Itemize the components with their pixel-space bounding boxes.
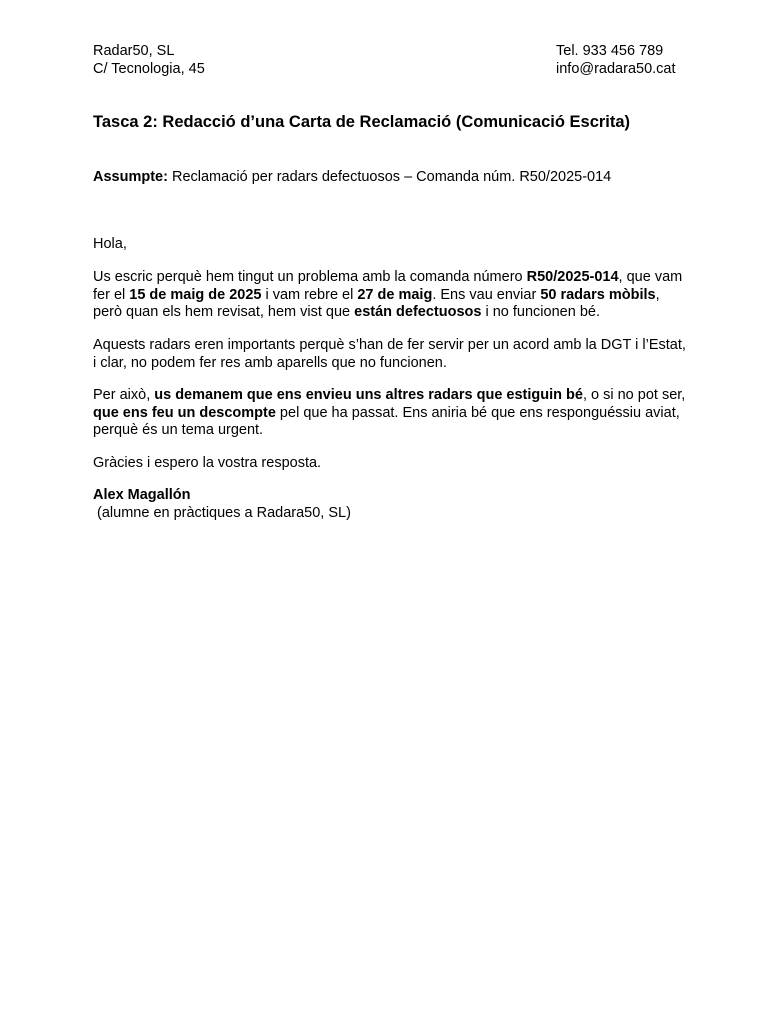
- order-date: 15 de maig de 2025: [129, 286, 262, 303]
- paragraph-line: [93, 405, 683, 423]
- text-run: pel que ha passat. Ens aniria bé que ens responguéssiu aviat,: [275, 404, 680, 421]
- order-number: R50/2025-014: [526, 269, 619, 285]
- text-run: , que vam: [618, 269, 683, 285]
- text-run: i vam rebre el: [261, 286, 358, 303]
- paragraph-line: perquè és un tema urgent.: [93, 422, 264, 438]
- discount-request: que ens feu un descompte: [93, 404, 276, 421]
- subject-label: Assumpte:: [93, 169, 168, 185]
- subject-text: Reclamació per radars defectuosos – Comanda núm. R50/2025-014: [167, 169, 612, 185]
- text-run: però quan els hem revisat, hem vist que: [93, 304, 355, 320]
- delivery-date: 27 de maig: [357, 286, 433, 303]
- closing-text: Gràcies i espero la vostra resposta.: [93, 455, 322, 471]
- document-title: Tasca 2: Redacció d’una Carta de Reclamació (Comunicació Escrita): [93, 113, 631, 131]
- paragraph-line: [93, 387, 686, 405]
- signature-role: (alumne en pràctiques a Radara50, SL): [93, 504, 351, 521]
- text-run: Per això,: [93, 387, 155, 403]
- defect-statement: están defectuosos: [354, 304, 482, 320]
- letter-closing: [93, 455, 683, 473]
- text-run: ,: [655, 286, 660, 303]
- company-address: C/ Tecnologia, 45: [93, 61, 205, 77]
- signature-block: [93, 487, 683, 522]
- company-phone: Tel. 933 456 789: [556, 43, 664, 59]
- contact-block: [556, 42, 676, 78]
- text-run: Us escric perquè hem tingut un problema amb la comanda número: [93, 269, 527, 285]
- text-run: . Ens vau enviar: [432, 286, 541, 303]
- paragraph-line: [93, 269, 683, 287]
- text-run: fer el: [93, 286, 130, 303]
- paragraph-importance: [93, 337, 686, 372]
- product-quantity: 50 radars mòbils: [540, 286, 656, 303]
- paragraph-problem: [93, 269, 683, 322]
- text-run: , o si no pot ser,: [582, 387, 686, 403]
- text-run: i no funcionen bé.: [481, 304, 600, 320]
- greeting-text: Hola,: [93, 236, 127, 252]
- company-email: info@radara50.cat: [556, 61, 676, 77]
- subject-line: [93, 169, 611, 185]
- paragraph-request: [93, 387, 686, 440]
- paragraph-line: Aquests radars eren importants perquè s’han de fer servir per un acord amb la DGT i l’Estat,: [93, 337, 686, 353]
- paragraph-line: [93, 287, 683, 305]
- company-name: Radar50, SL: [93, 43, 175, 59]
- paragraph-line: [93, 304, 683, 322]
- replacement-request: us demanem que ens envieu uns altres radars que estiguin bé: [154, 387, 583, 403]
- letter-greeting: [93, 236, 683, 254]
- paragraph-line: i clar, no podem fer res amb aparells que no funcionen.: [93, 354, 447, 371]
- signature-name: Alex Magallón: [93, 487, 191, 503]
- sender-block: [93, 42, 205, 78]
